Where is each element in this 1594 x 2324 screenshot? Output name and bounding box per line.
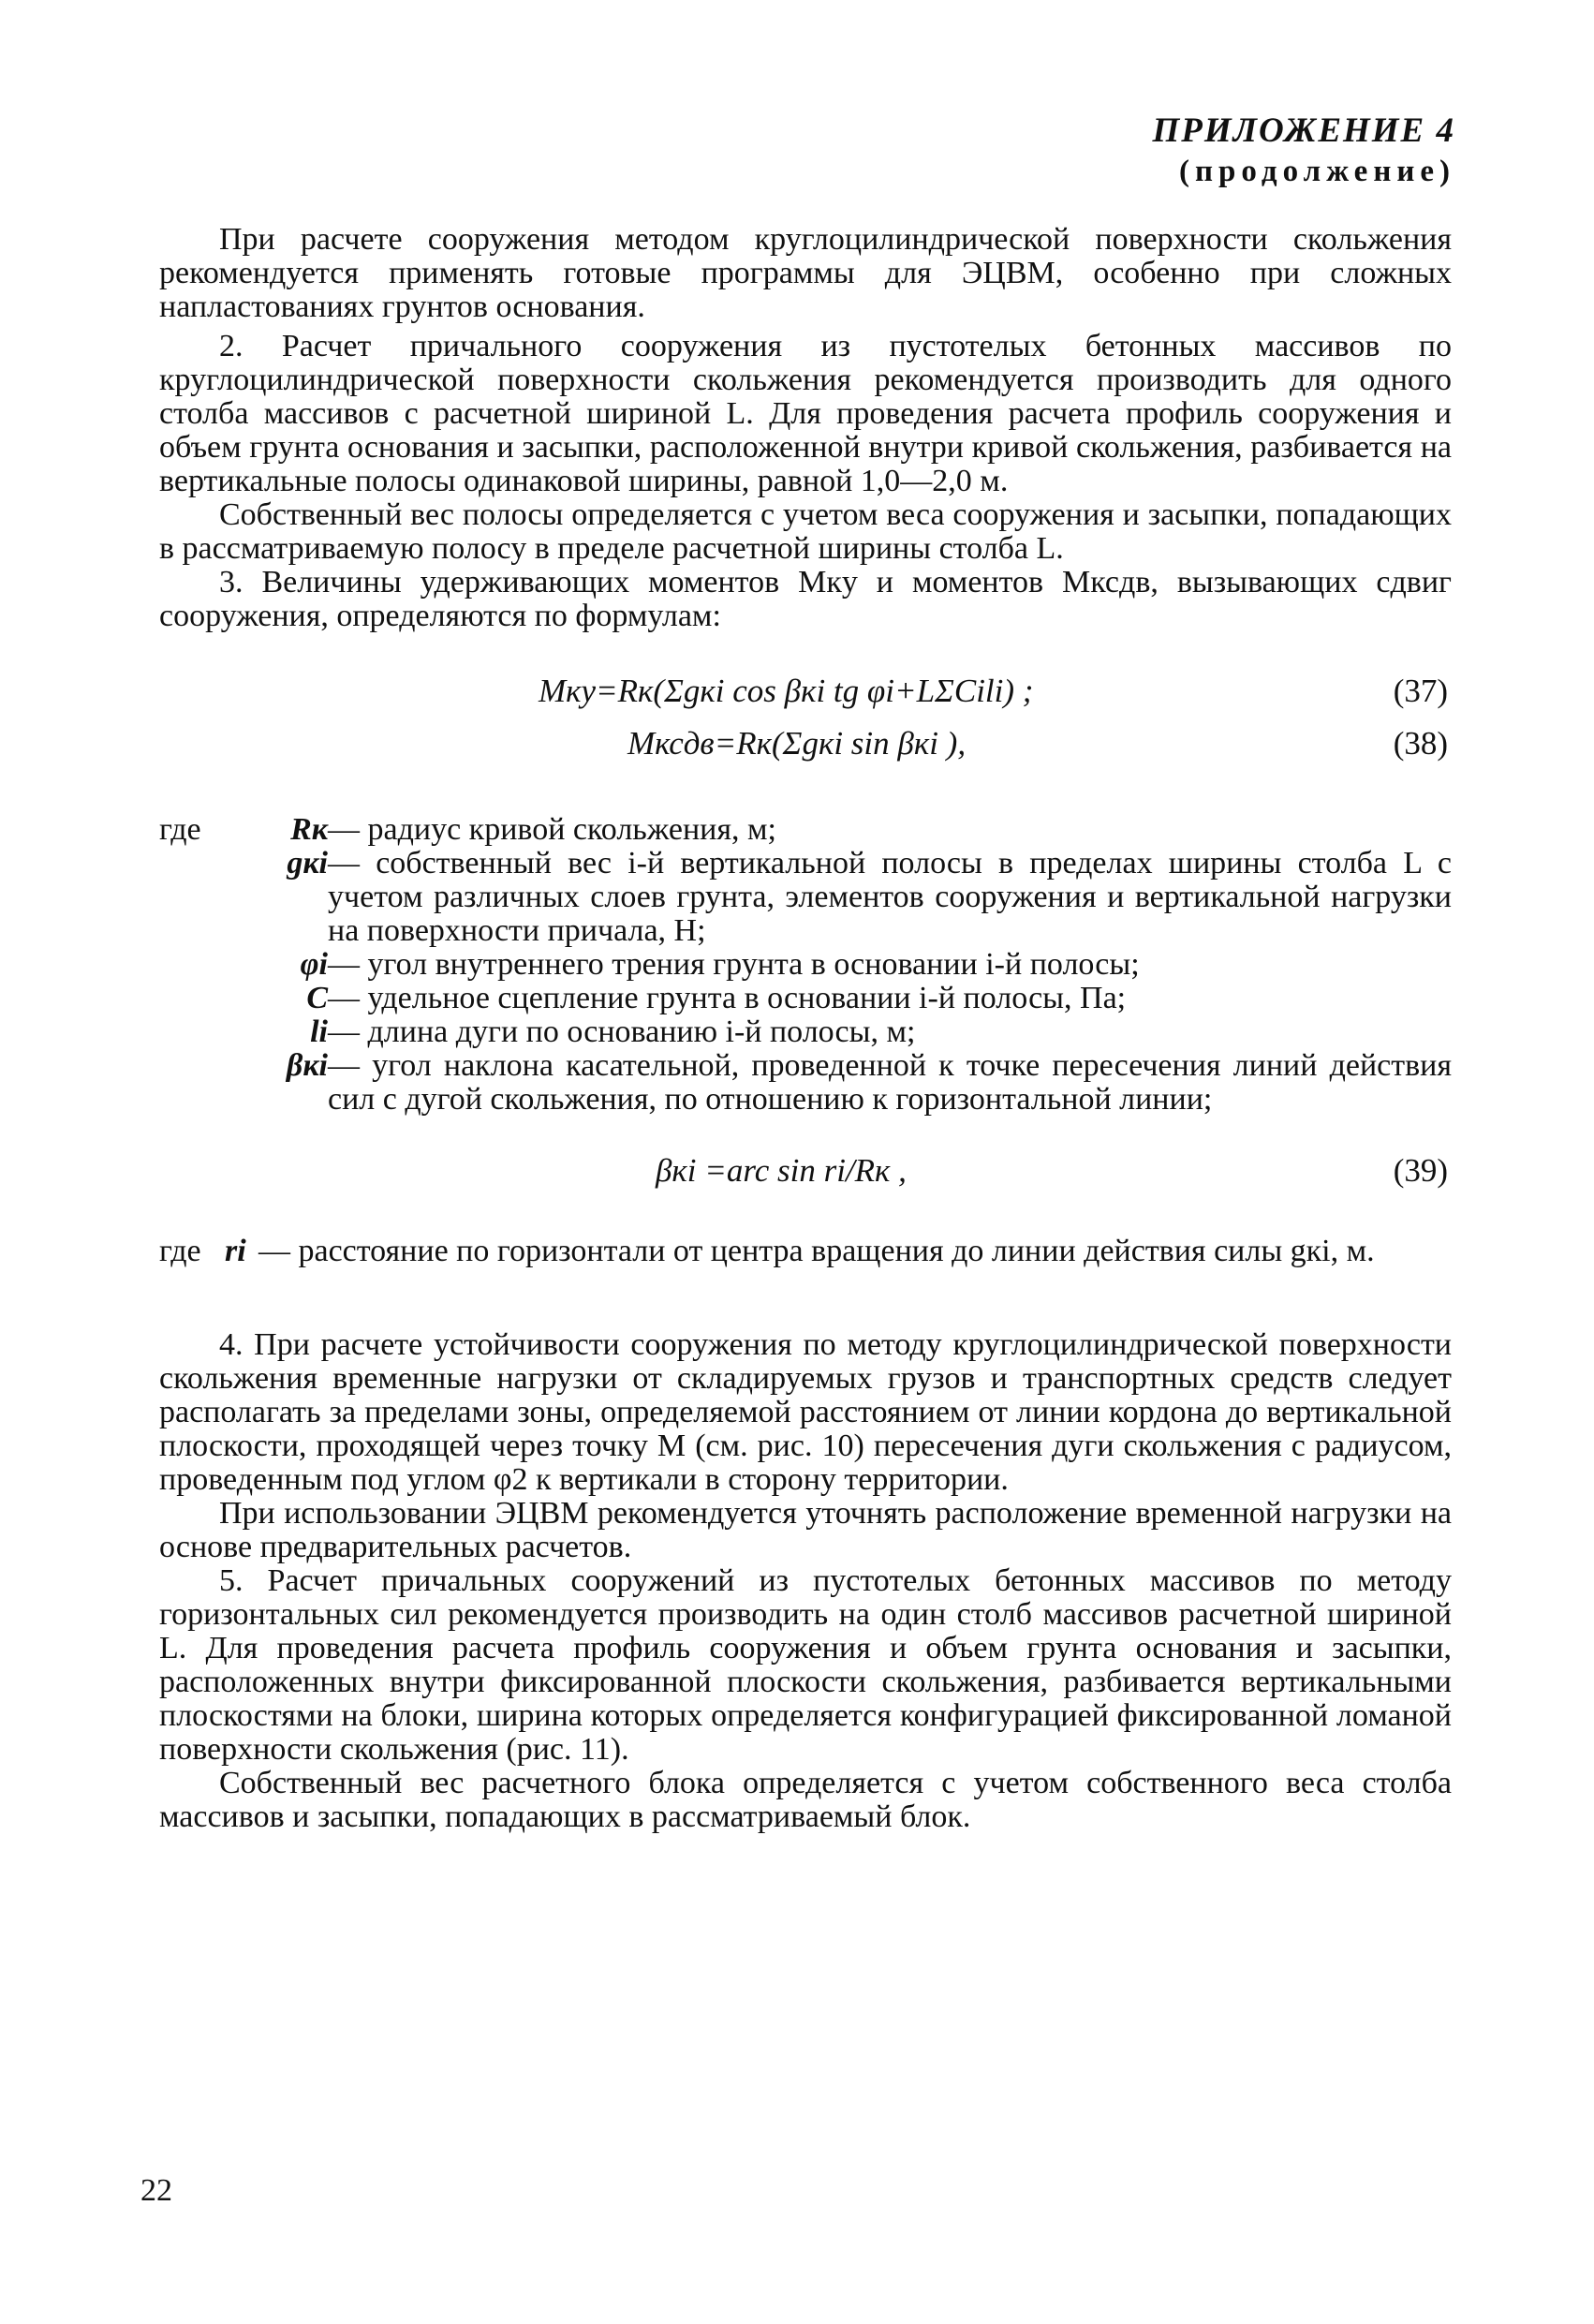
body-text (159, 223, 1452, 1834)
def-r-symbol: ri (225, 1234, 246, 1268)
definition-row (159, 1049, 1452, 1117)
paragraph-7: 5. Расчет причальных сооружений из пустотелых бетонных массивов по методу горизонтальных сил рекомендуется производить на один столб массивов расчетной шириной L. Для проведения расчета профиль сооружения и объем грунта основания и засыпки, расположенных внутри фиксированной плоскости скольжения, разбивается вертикальными плоскостями на блоки, ширина которых определяется конфигурацией фиксированной ломаной поверхности скольжения (рис. 11). (159, 1563, 1452, 1767)
paragraph-2: 2. Расчет причального сооружения из пустотелых бетонных массивов по круглоцилиндрической поверхности скольжения рекомендуется производить для одного столба массивов с расчетной шириной L. Для проведения расчета профиль сооружения и объем грунта основания и засыпки, расположенной внутри кривой скольжения, разбивается на вертикальные полосы одинаковой ширины, равной 1,0—2,0 м. (159, 329, 1452, 498)
definition-symbol: Rк (290, 812, 328, 847)
definition-text: — удельное сцепление грунта в основании i-й полосы, Па; (328, 981, 1127, 1015)
paragraph-3: Собственный вес полосы определяется с учетом веса сооружения и засыпки, попадающих в рассматриваемую полосу в пределе расчетной ширины столба L. (159, 497, 1452, 566)
def-r-lead: где (159, 1234, 201, 1268)
definition-row (159, 948, 1452, 982)
definition-row-r (159, 1235, 1452, 1268)
appendix-subtitle: (продолжение) (1179, 155, 1455, 188)
definition-text: — длина дуги по основанию i-й полосы, м; (328, 1014, 916, 1049)
equation-39-formula: βкi =arc sin ri/Rк , (656, 1152, 907, 1189)
equation-38-number: (38) (1393, 725, 1448, 762)
defs-intro: где (159, 812, 201, 847)
appendix-header (1153, 111, 1456, 189)
equation-38-formula: Mксдв=Rк(Σgкi sin βкi ), (627, 725, 967, 762)
definition-symbol: li (310, 1014, 328, 1049)
equation-39-number: (39) (1393, 1152, 1448, 1189)
definition-row (159, 1015, 1452, 1049)
paragraph-8: Собственный вес расчетного блока определяется с учетом собственного веса столба массивов и засыпки, попадающих в рассматриваемый блок. (159, 1766, 1452, 1834)
paragraph-1: При расчете сооружения методом круглоцилиндрической поверхности скольжения рекомендуется применять готовые программы для ЭЦВМ, особенно при сложных напластованиях грунтов основания. (159, 222, 1452, 324)
definitions-list (159, 813, 1452, 1117)
definition-row (159, 847, 1452, 948)
definition-row (159, 813, 1452, 847)
def-r-text: — расстояние по горизонтали от центра вращения до линии действия силы gкi, м. (258, 1234, 1375, 1268)
page-number: 22 (140, 2173, 172, 2208)
definition-text: — угол наклона касательной, проведенной к точке пересечения линий действия сил с дугой скольжения, по отношению к горизонтальной линии; (328, 1048, 1452, 1117)
definition-symbol: C (306, 981, 328, 1015)
equation-37-formula: Mкy=Rк(Σgкi cos βкi tg φi+LΣCili) ; (539, 673, 1034, 709)
equation-38 (159, 727, 1452, 779)
paragraph-6: При использовании ЭЦВМ рекомендуется уточнять расположение временной нагрузки на основе предварительных расчетов. (159, 1496, 1452, 1564)
equation-37 (159, 674, 1452, 727)
definition-symbol: gкi (287, 846, 328, 881)
appendix-title: ПРИЛОЖЕНИЕ 4 (1152, 111, 1455, 150)
definition-text: — собственный вес i-й вертикальной полосы в пределах ширины столба L с учетом различных слоев грунта, элементов сооружения и вертикальной нагрузки на поверхности причала, Н; (328, 846, 1452, 948)
definition-text: — радиус кривой скольжения, м; (328, 812, 776, 847)
definition-symbol: φi (300, 947, 328, 982)
definition-row (159, 982, 1452, 1015)
equation-37-number: (37) (1393, 673, 1448, 709)
definition-text: — угол внутреннего трения грунта в основании i-й полосы; (328, 947, 1140, 982)
definition-symbol: βкi (286, 1048, 328, 1083)
paragraph-4: 3. Величины удерживающих моментов Mкy и моментов Mксдв, вызывающих сдвиг сооружения, определяются по формулам: (159, 565, 1452, 633)
equation-39 (159, 1154, 1452, 1206)
paragraph-5: 4. При расчете устойчивости сооружения по методу круглоцилиндрической поверхности скольжения временные нагрузки от складируемых грузов и транспортных средств следует располагать за пределами зоны, определяемой расстоянием от линии кордона до вертикальной плоскости, проходящей через точку M (см. рис. 10) пересечения дуги скольжения с радиусом, проведенным под углом φ2 к вертикали в сторону территории. (159, 1327, 1452, 1497)
